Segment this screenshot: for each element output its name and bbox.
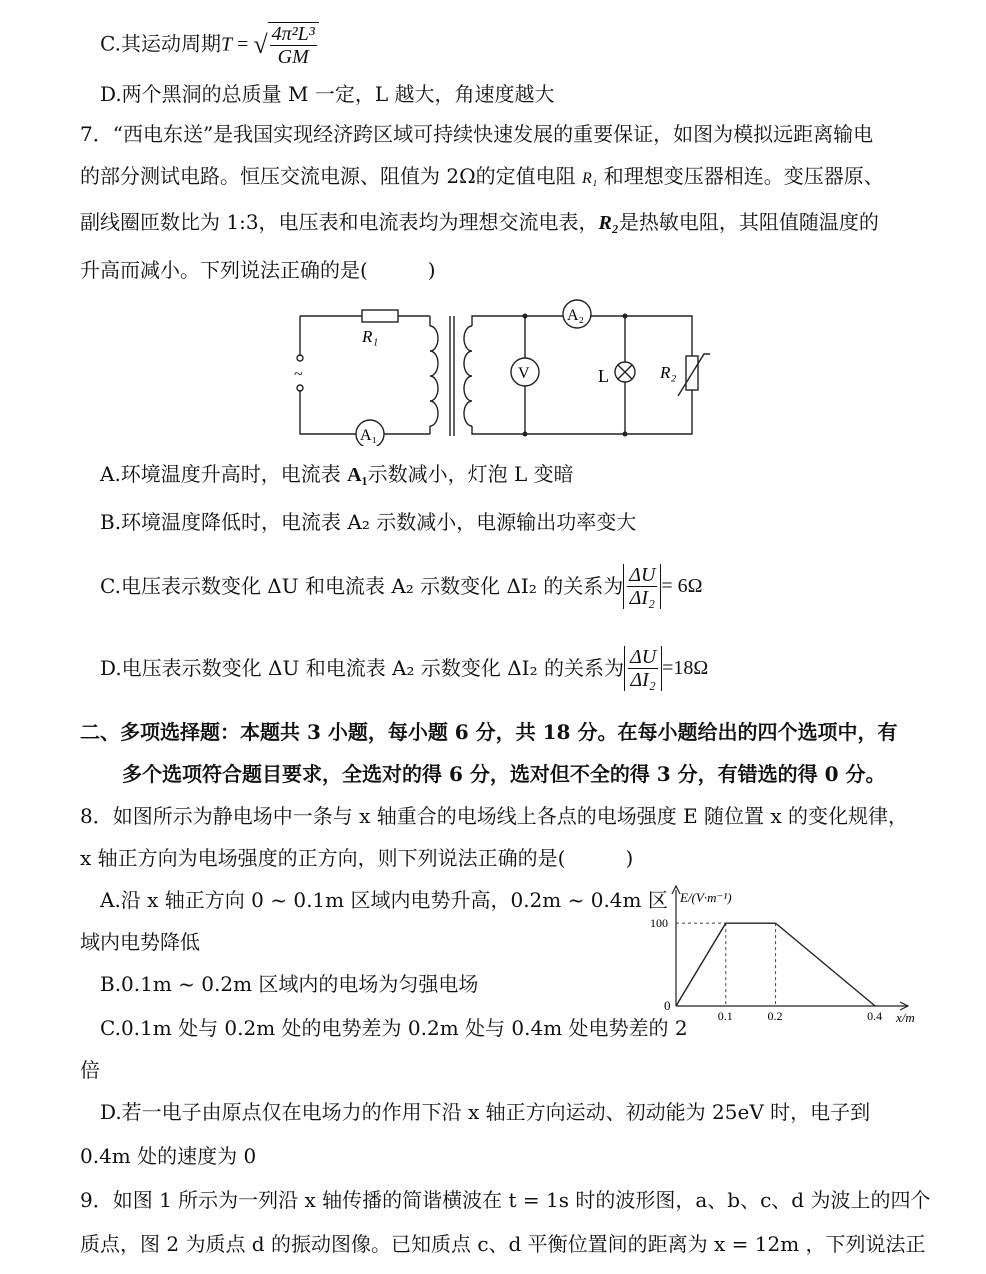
q7-option-a: A.环境温度升高时，电流表 A₁示数减小，灯泡 L 变暗	[100, 462, 574, 486]
section2-heading-line2: 多个选项符合题目要求，全选对的得 6 分，选对但不全的得 3 分，有错选的得 0 分。	[122, 762, 886, 786]
q6-option-d: D.两个黑洞的总质量 M 一定，L 越大，角速度越大	[100, 82, 555, 106]
q8-option-d-line2: 0.4m 处的速度为 0	[80, 1144, 257, 1168]
l-label: L	[598, 366, 609, 386]
q7-option-b: B.环境温度降低时，电流表 A₂ 示数减小，电源输出功率变大	[100, 510, 637, 534]
v-label: V	[518, 365, 530, 382]
q7-stem-line4: 升高而减小。下列说法正确的是( )	[80, 258, 436, 282]
secondary-coil	[464, 326, 472, 426]
q7-stem-line1: 7．“西电东送”是我国实现经济跨区域可持续快速发展的重要保证，如图为模拟远距离输电	[80, 122, 874, 146]
q7-stem-line2: 的部分测试电路。恒压交流电源、阻值为 2Ω的定值电阻 R₁ 和理想变压器相连。变压器原、	[80, 164, 884, 188]
x-tick-label: 0.4	[867, 1009, 883, 1023]
primary-coil	[430, 326, 438, 426]
q9-stem-line1: 9．如图 1 所示为一列沿 x 轴传播的简谐横波在 t = 1s 时的波形图，a、b、c、d 为波上的四个	[80, 1188, 931, 1212]
q8-e-x-chart	[640, 880, 930, 1030]
x-tick-label: 0.2	[767, 1009, 783, 1023]
q8-option-a-line1: A.沿 x 轴正方向 0 ~ 0.1m 区域内电势升高，0.2m ~ 0.4m 区	[100, 888, 668, 912]
q7-option-c: C.电压表示数变化 ΔU 和电流表 A₂ 示数变化 ΔI₂ 的关系为 $\frac{\Delta U}{\text{ΔI₂}}$ = 6Ω	[100, 563, 703, 609]
x-tick-label: 0.1	[717, 1009, 733, 1023]
y-axis-label: E/(V·m⁻¹)	[680, 890, 732, 905]
section2-heading-line1: 二、多项选择题：本题共 3 小题，每小题 6 分，共 18 分。在每小题给出的四个选项中，有	[80, 720, 898, 744]
a2-label: A₂	[567, 307, 585, 324]
q8-stem-line2: x 轴正方向为电场强度的正方向，则下列说法正确的是( )	[80, 846, 634, 870]
a1-label: A₁	[360, 427, 378, 444]
q7-circuit-diagram	[290, 298, 710, 446]
q8-option-c-line1: C.0.1m 处与 0.2m 处的电势差为 0.2m 处与 0.4m 处电势差的 2	[100, 1016, 688, 1040]
source-label: ~	[294, 366, 303, 383]
q8-option-a-line2: 域内电势降低	[80, 930, 200, 954]
x-axis-label: x/m	[896, 1010, 915, 1025]
q9-stem-line2: 质点，图 2 为质点 d 的振动图像。已知质点 c、d 平衡位置间的距离为 x = 12m ，下列说法正	[80, 1232, 926, 1256]
y-tick-label: 100	[650, 916, 668, 931]
r1-resistor	[362, 310, 398, 322]
q6-option-c: C.其运动周期T = √ $\frac{\text{4π²L³}}{GM}$	[100, 22, 319, 68]
series-segment	[776, 923, 876, 1006]
series-segment	[676, 923, 726, 1006]
q7-stem-line3: 副线圈匝数比为 1:3，电压表和电流表均为理想交流电表，R₂是热敏电阻，其阻值随温度的	[80, 210, 879, 234]
r2-label: R₂	[660, 363, 677, 382]
q8-option-d-line1: D.若一电子由原点仅在电场力的作用下沿 x 轴正方向运动、初动能为 25eV 时，电子到	[100, 1100, 871, 1124]
q8-stem-line1: 8．如图所示为静电场中一条与 x 轴重合的电场线上各点的电场强度 E 随位置 x 的变化规律，	[80, 804, 909, 828]
q8-option-b: B.0.1m ~ 0.2m 区域内的电场为匀强电场	[100, 972, 479, 996]
q8-option-c-line2: 倍	[80, 1058, 100, 1082]
q7-option-d: D.电压表示数变化 ΔU 和电流表 A₂ 示数变化 ΔI₂ 的关系为 $\frac{\Delta U}{\text{ΔI₂}}$ =18Ω	[100, 645, 709, 691]
r1-label: R₁	[362, 327, 379, 346]
origin-label: 0	[664, 998, 671, 1013]
